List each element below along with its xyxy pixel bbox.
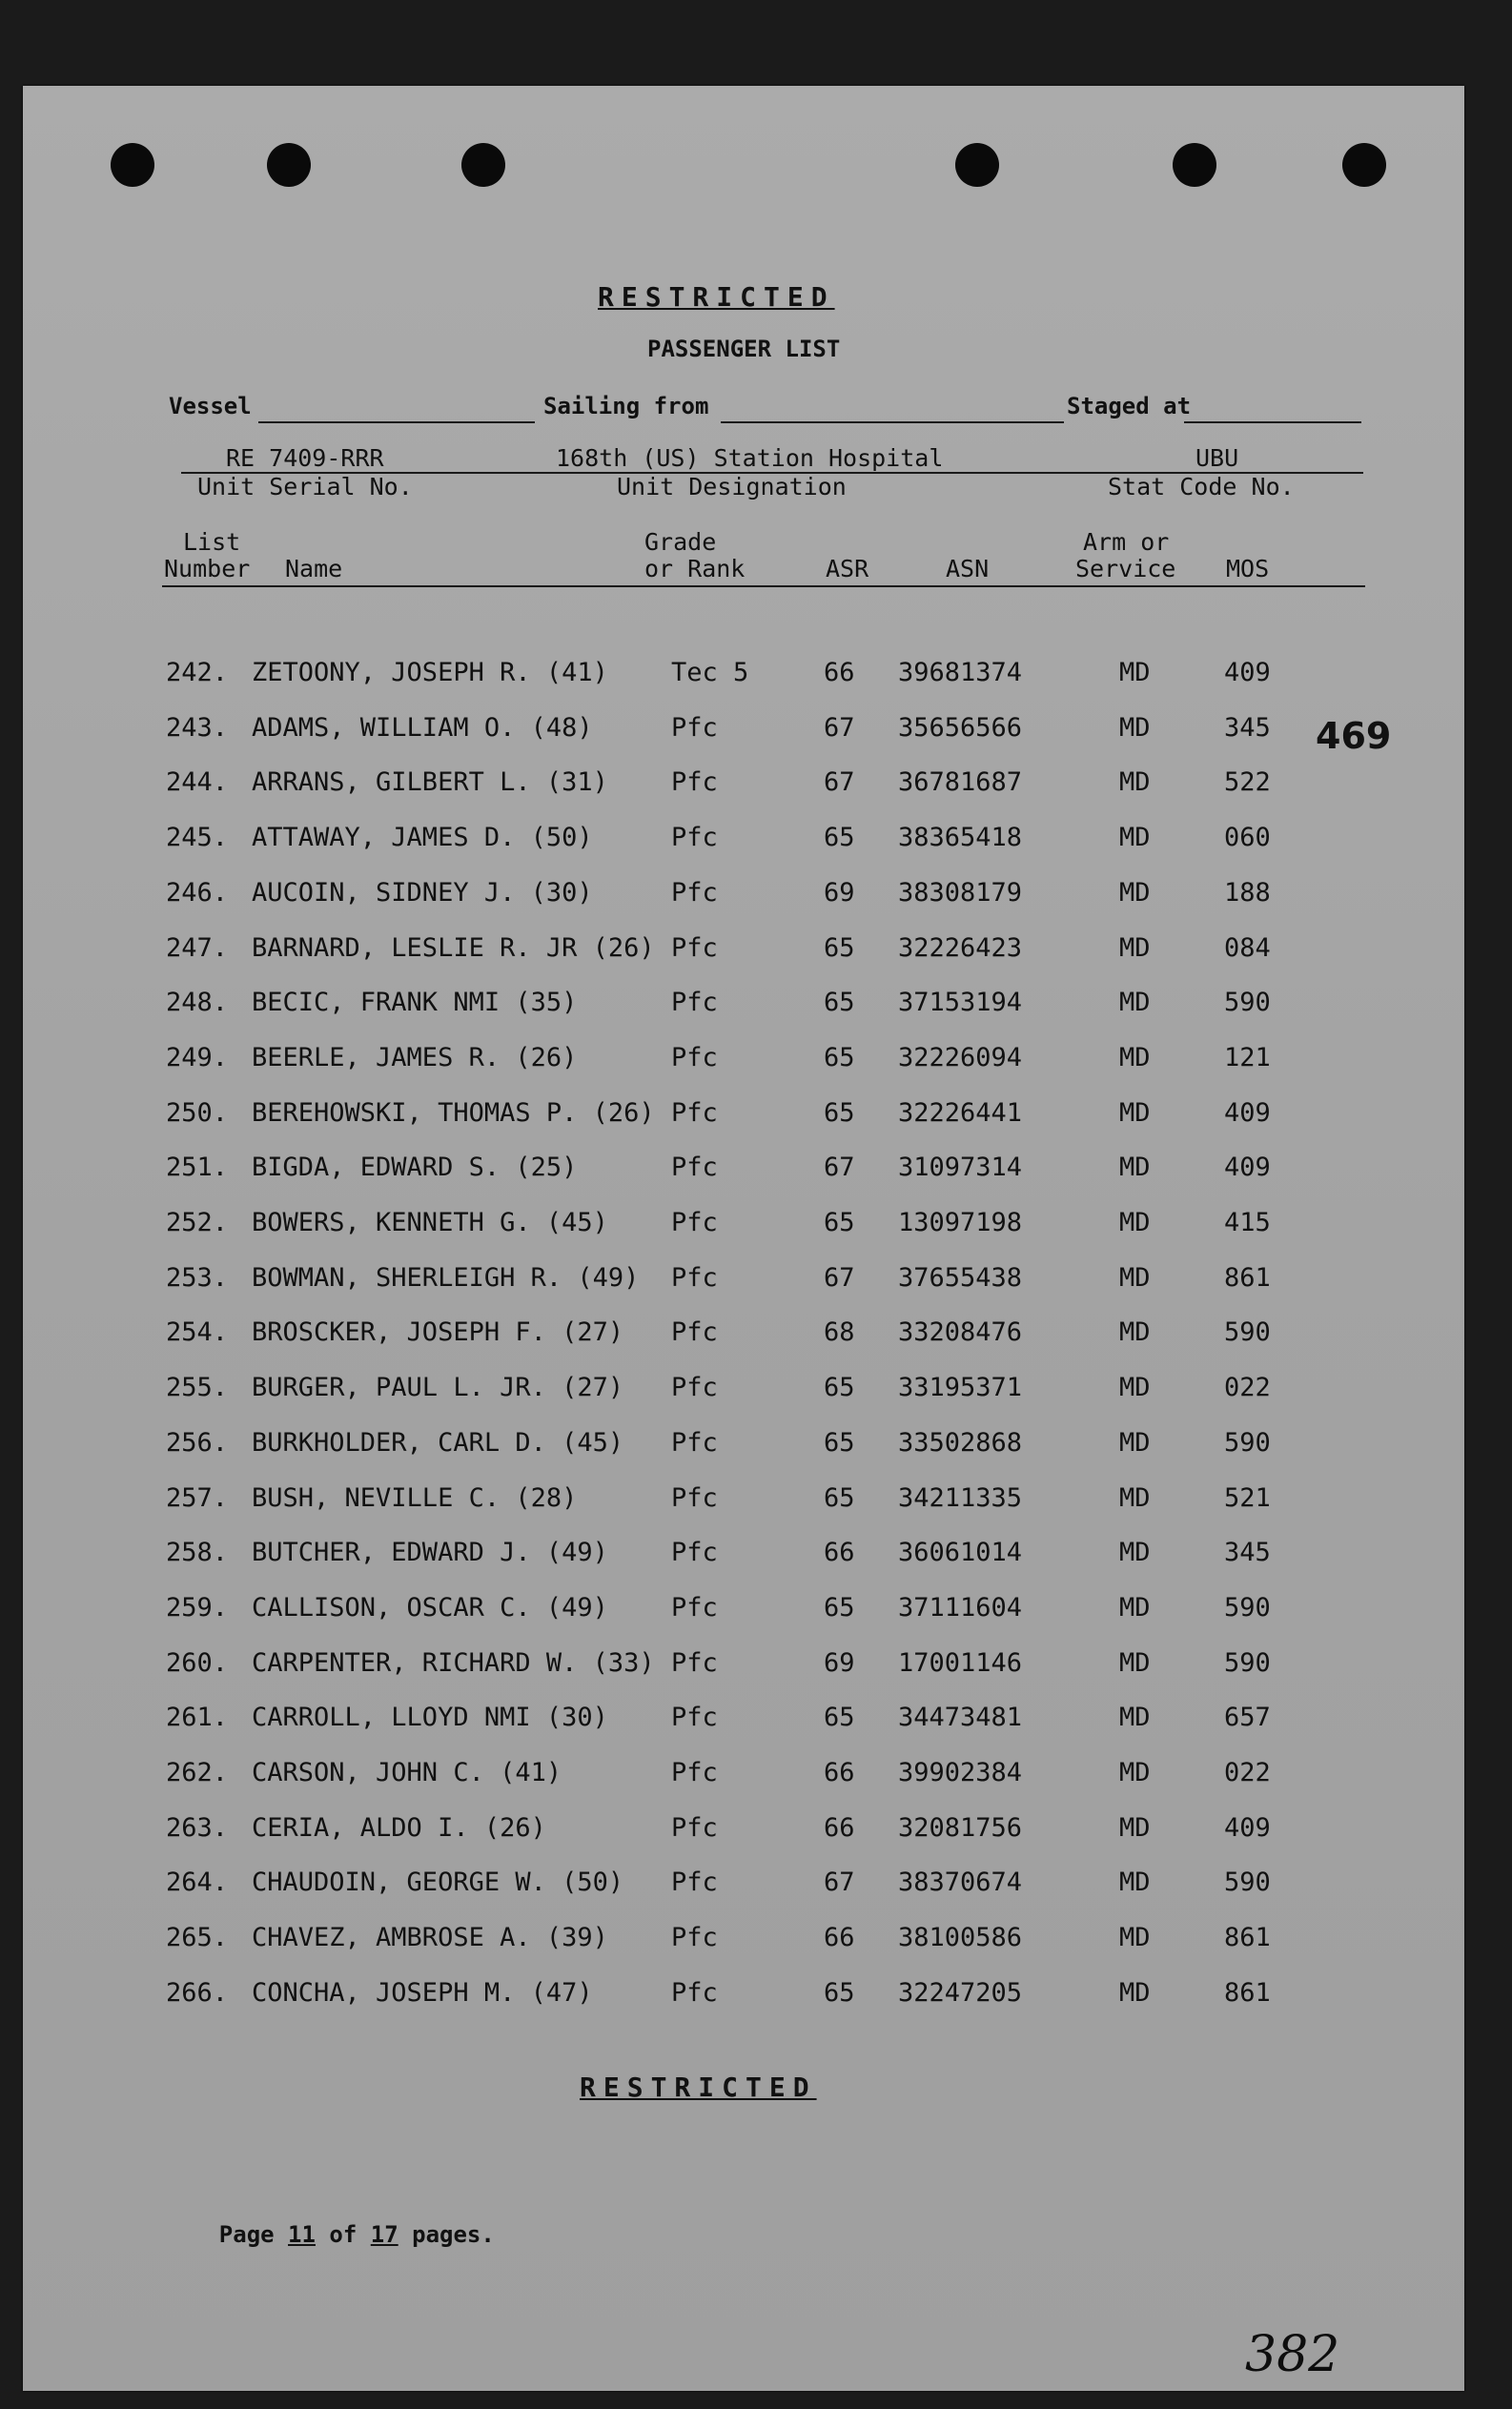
mos: 409 bbox=[1224, 658, 1271, 687]
grade: Pfc bbox=[671, 1923, 718, 1953]
passenger-name: BUSH, NEVILLE C. (28) bbox=[252, 1482, 578, 1513]
unit-designation-value: 168th (US) Station Hospital bbox=[556, 444, 944, 472]
handwritten-number: 382 bbox=[1245, 2326, 1340, 2383]
grade: Pfc bbox=[671, 1977, 718, 2008]
list-number: 244. bbox=[166, 767, 229, 798]
mos: 345 bbox=[1224, 712, 1271, 743]
asr: 65 bbox=[824, 1482, 855, 1513]
asr: 65 bbox=[824, 823, 855, 853]
grade: Pfc bbox=[671, 767, 718, 798]
mos: 022 bbox=[1224, 1758, 1271, 1787]
table-row bbox=[23, 1593, 1464, 1648]
table-row bbox=[23, 1813, 1464, 1868]
passenger-list-title: PASSENGER LIST bbox=[647, 336, 841, 362]
grade: Pfc bbox=[671, 1262, 718, 1293]
asr: 65 bbox=[824, 1208, 855, 1237]
mos: 121 bbox=[1224, 1042, 1271, 1072]
asn: 13097198 bbox=[898, 1208, 1023, 1237]
col-arm-1: Arm or bbox=[1083, 528, 1170, 556]
list-number: 261. bbox=[166, 1703, 229, 1733]
asn: 32247205 bbox=[898, 1977, 1023, 2008]
grade: Pfc bbox=[671, 1812, 718, 1843]
page-indicator bbox=[164, 2195, 495, 2275]
asn: 32226423 bbox=[898, 932, 1023, 963]
restricted-header: RESTRICTED bbox=[598, 281, 835, 313]
grade: Pfc bbox=[671, 988, 718, 1018]
asn: 33195371 bbox=[898, 1373, 1023, 1403]
stat-code-label: Stat Code No. bbox=[1108, 473, 1295, 500]
list-number: 260. bbox=[166, 1647, 229, 1678]
grade: Pfc bbox=[671, 712, 718, 743]
list-number: 247. bbox=[166, 932, 229, 963]
staged-label: Staged at bbox=[1067, 393, 1192, 419]
grade: Pfc bbox=[671, 1647, 718, 1678]
passenger-name: ATTAWAY, JAMES D. (50) bbox=[252, 823, 593, 853]
page-label-suffix: pages. bbox=[412, 2221, 495, 2248]
col-asr: ASR bbox=[826, 555, 869, 582]
asn: 35656566 bbox=[898, 712, 1023, 743]
arm-service: MD bbox=[1119, 1317, 1151, 1348]
asr: 67 bbox=[824, 767, 855, 798]
header-rule bbox=[162, 585, 1365, 587]
passenger-name: ADAMS, WILLIAM O. (48) bbox=[252, 712, 593, 743]
unit-serial-value: RE 7409-RRR bbox=[226, 444, 384, 472]
punch-hole bbox=[1173, 143, 1216, 187]
asr: 65 bbox=[824, 1427, 855, 1458]
asr: 67 bbox=[824, 1153, 855, 1183]
table-row bbox=[23, 878, 1464, 933]
stat-code-value: UBU bbox=[1195, 444, 1239, 472]
mos: 657 bbox=[1224, 1703, 1271, 1733]
asn: 38370674 bbox=[898, 1868, 1023, 1898]
document-page bbox=[23, 86, 1464, 2391]
asn: 36061014 bbox=[898, 1538, 1023, 1568]
list-number: 252. bbox=[166, 1208, 229, 1237]
vessel-blank bbox=[258, 421, 535, 423]
mos: 022 bbox=[1224, 1373, 1271, 1403]
asr: 65 bbox=[824, 988, 855, 1018]
list-number: 248. bbox=[166, 988, 229, 1018]
passenger-name: CARSON, JOHN C. (41) bbox=[252, 1758, 562, 1787]
mos: 415 bbox=[1224, 1208, 1271, 1237]
page-label-prefix: Page bbox=[218, 2221, 275, 2248]
list-number: 258. bbox=[166, 1538, 229, 1568]
mos: 590 bbox=[1224, 1317, 1271, 1348]
passenger-name: CARPENTER, RICHARD W. (33) bbox=[252, 1647, 655, 1678]
grade: Tec 5 bbox=[671, 658, 749, 687]
margin-page-number: 469 bbox=[1316, 715, 1392, 757]
passenger-name: BEERLE, JAMES R. (26) bbox=[252, 1042, 578, 1072]
passenger-name: BURGER, PAUL L. JR. (27) bbox=[252, 1373, 624, 1403]
list-number: 249. bbox=[166, 1042, 229, 1072]
grade: Pfc bbox=[671, 1538, 718, 1568]
arm-service: MD bbox=[1119, 1097, 1151, 1128]
passenger-name: CALLISON, OSCAR C. (49) bbox=[252, 1592, 608, 1623]
table-row bbox=[23, 767, 1464, 823]
mos: 590 bbox=[1224, 1592, 1271, 1623]
restricted-footer: RESTRICTED bbox=[580, 2072, 817, 2103]
punch-hole bbox=[461, 143, 505, 187]
staged-blank bbox=[1184, 421, 1361, 423]
mos: 060 bbox=[1224, 823, 1271, 853]
list-number: 263. bbox=[166, 1812, 229, 1843]
col-list-number-2: Number bbox=[164, 555, 251, 582]
passenger-name: AUCOIN, SIDNEY J. (30) bbox=[252, 877, 593, 908]
asn: 38308179 bbox=[898, 877, 1023, 908]
asn: 34473481 bbox=[898, 1703, 1023, 1733]
mos: 590 bbox=[1224, 1868, 1271, 1898]
mos: 345 bbox=[1224, 1538, 1271, 1568]
page-total: 17 bbox=[370, 2221, 398, 2248]
table-row bbox=[23, 1923, 1464, 1978]
arm-service: MD bbox=[1119, 1977, 1151, 2008]
table-row bbox=[23, 1703, 1464, 1758]
passenger-name: BURKHOLDER, CARL D. (45) bbox=[252, 1427, 624, 1458]
mos: 590 bbox=[1224, 988, 1271, 1018]
asn: 32226441 bbox=[898, 1097, 1023, 1128]
asr: 65 bbox=[824, 1703, 855, 1733]
col-grade-2: or Rank bbox=[644, 555, 746, 582]
asr: 66 bbox=[824, 1812, 855, 1843]
unit-designation-label: Unit Designation bbox=[617, 473, 847, 500]
sailing-label: Sailing from bbox=[543, 393, 709, 419]
passenger-name: BOWERS, KENNETH G. (45) bbox=[252, 1208, 608, 1237]
grade: Pfc bbox=[671, 1373, 718, 1403]
grade: Pfc bbox=[671, 1758, 718, 1787]
asn: 34211335 bbox=[898, 1482, 1023, 1513]
arm-service: MD bbox=[1119, 1647, 1151, 1678]
table-row bbox=[23, 713, 1464, 768]
arm-service: MD bbox=[1119, 823, 1151, 853]
list-number: 266. bbox=[166, 1977, 229, 2008]
arm-service: MD bbox=[1119, 1262, 1151, 1293]
mos: 861 bbox=[1224, 1977, 1271, 2008]
list-number: 246. bbox=[166, 877, 229, 908]
mos: 521 bbox=[1224, 1482, 1271, 1513]
arm-service: MD bbox=[1119, 1758, 1151, 1787]
table-row bbox=[23, 823, 1464, 878]
list-number: 257. bbox=[166, 1482, 229, 1513]
mos: 590 bbox=[1224, 1647, 1271, 1678]
grade: Pfc bbox=[671, 1427, 718, 1458]
asn: 38365418 bbox=[898, 823, 1023, 853]
grade: Pfc bbox=[671, 1703, 718, 1733]
col-grade-1: Grade bbox=[644, 528, 717, 556]
grade: Pfc bbox=[671, 1317, 718, 1348]
mos: 409 bbox=[1224, 1097, 1271, 1128]
passenger-name: BOWMAN, SHERLEIGH R. (49) bbox=[252, 1262, 640, 1293]
grade: Pfc bbox=[671, 1153, 718, 1183]
mos: 409 bbox=[1224, 1153, 1271, 1183]
passenger-name: CARROLL, LLOYD NMI (30) bbox=[252, 1703, 608, 1733]
mos: 522 bbox=[1224, 767, 1271, 798]
arm-service: MD bbox=[1119, 1868, 1151, 1898]
grade: Pfc bbox=[671, 932, 718, 963]
grade: Pfc bbox=[671, 823, 718, 853]
mos: 590 bbox=[1224, 1427, 1271, 1458]
asn: 31097314 bbox=[898, 1153, 1023, 1183]
passenger-name: ZETOONY, JOSEPH R. (41) bbox=[252, 658, 608, 687]
asr: 66 bbox=[824, 658, 855, 687]
grade: Pfc bbox=[671, 1208, 718, 1237]
arm-service: MD bbox=[1119, 988, 1151, 1018]
punch-hole bbox=[955, 143, 999, 187]
table-row bbox=[23, 988, 1464, 1043]
table-row bbox=[23, 1538, 1464, 1593]
asn: 39902384 bbox=[898, 1758, 1023, 1787]
asn: 37153194 bbox=[898, 988, 1023, 1018]
asn: 32081756 bbox=[898, 1812, 1023, 1843]
arm-service: MD bbox=[1119, 1427, 1151, 1458]
arm-service: MD bbox=[1119, 1042, 1151, 1072]
mos: 409 bbox=[1224, 1812, 1271, 1843]
list-number: 243. bbox=[166, 712, 229, 743]
arm-service: MD bbox=[1119, 1208, 1151, 1237]
passenger-name: BIGDA, EDWARD S. (25) bbox=[252, 1153, 578, 1183]
asn: 37111604 bbox=[898, 1592, 1023, 1623]
asn: 33502868 bbox=[898, 1427, 1023, 1458]
asr: 65 bbox=[824, 1097, 855, 1128]
list-number: 264. bbox=[166, 1868, 229, 1898]
asr: 65 bbox=[824, 1042, 855, 1072]
asr: 68 bbox=[824, 1317, 855, 1348]
punch-hole bbox=[1342, 143, 1386, 187]
grade: Pfc bbox=[671, 877, 718, 908]
col-asn: ASN bbox=[946, 555, 990, 582]
passenger-name: BECIC, FRANK NMI (35) bbox=[252, 988, 578, 1018]
col-mos: MOS bbox=[1226, 555, 1270, 582]
list-number: 242. bbox=[166, 658, 229, 687]
mos: 861 bbox=[1224, 1923, 1271, 1953]
arm-service: MD bbox=[1119, 1703, 1151, 1733]
asn: 38100586 bbox=[898, 1923, 1023, 1953]
passenger-name: CHAUDOIN, GEORGE W. (50) bbox=[252, 1868, 624, 1898]
table-row bbox=[23, 658, 1464, 713]
list-number: 250. bbox=[166, 1097, 229, 1128]
arm-service: MD bbox=[1119, 932, 1151, 963]
col-name: Name bbox=[285, 555, 343, 582]
passenger-name: BARNARD, LESLIE R. JR (26) bbox=[252, 932, 655, 963]
asn: 39681374 bbox=[898, 658, 1023, 687]
asr: 65 bbox=[824, 1592, 855, 1623]
table-row bbox=[23, 933, 1464, 989]
asr: 65 bbox=[824, 1977, 855, 2008]
arm-service: MD bbox=[1119, 1538, 1151, 1568]
arm-service: MD bbox=[1119, 767, 1151, 798]
table-row bbox=[23, 1373, 1464, 1428]
asn: 32226094 bbox=[898, 1042, 1023, 1072]
sailing-blank bbox=[721, 421, 1064, 423]
table-row bbox=[23, 1428, 1464, 1483]
passenger-name: ARRANS, GILBERT L. (31) bbox=[252, 767, 608, 798]
table-row bbox=[23, 1868, 1464, 1923]
asn: 37655438 bbox=[898, 1262, 1023, 1293]
col-list-number-1: List bbox=[183, 528, 241, 556]
grade: Pfc bbox=[671, 1592, 718, 1623]
arm-service: MD bbox=[1119, 1592, 1151, 1623]
passenger-name: CONCHA, JOSEPH M. (47) bbox=[252, 1977, 593, 2008]
list-number: 245. bbox=[166, 823, 229, 853]
mos: 084 bbox=[1224, 932, 1271, 963]
arm-service: MD bbox=[1119, 1923, 1151, 1953]
grade: Pfc bbox=[671, 1482, 718, 1513]
table-row bbox=[23, 1648, 1464, 1704]
table-row bbox=[23, 1098, 1464, 1153]
arm-service: MD bbox=[1119, 658, 1151, 687]
arm-service: MD bbox=[1119, 877, 1151, 908]
asr: 67 bbox=[824, 1868, 855, 1898]
arm-service: MD bbox=[1119, 1482, 1151, 1513]
list-number: 256. bbox=[166, 1427, 229, 1458]
table-row bbox=[23, 1978, 1464, 2033]
list-number: 265. bbox=[166, 1923, 229, 1953]
grade: Pfc bbox=[671, 1097, 718, 1128]
punch-hole bbox=[267, 143, 311, 187]
punch-hole bbox=[111, 143, 154, 187]
asr: 66 bbox=[824, 1758, 855, 1787]
asn: 17001146 bbox=[898, 1647, 1023, 1678]
asr: 65 bbox=[824, 932, 855, 963]
asn: 36781687 bbox=[898, 767, 1023, 798]
list-number: 254. bbox=[166, 1317, 229, 1348]
unit-serial-label: Unit Serial No. bbox=[197, 473, 413, 500]
list-number: 255. bbox=[166, 1373, 229, 1403]
arm-service: MD bbox=[1119, 1812, 1151, 1843]
table-row bbox=[23, 1208, 1464, 1263]
grade: Pfc bbox=[671, 1868, 718, 1898]
asr: 66 bbox=[824, 1923, 855, 1953]
table-row bbox=[23, 1758, 1464, 1813]
passenger-name: BUTCHER, EDWARD J. (49) bbox=[252, 1538, 608, 1568]
asr: 67 bbox=[824, 1262, 855, 1293]
asr: 69 bbox=[824, 1647, 855, 1678]
page-current: 11 bbox=[288, 2221, 316, 2248]
asn: 33208476 bbox=[898, 1317, 1023, 1348]
arm-service: MD bbox=[1119, 1153, 1151, 1183]
mos: 861 bbox=[1224, 1262, 1271, 1293]
list-number: 251. bbox=[166, 1153, 229, 1183]
passenger-name: BEREHOWSKI, THOMAS P. (26) bbox=[252, 1097, 655, 1128]
passenger-name: CHAVEZ, AMBROSE A. (39) bbox=[252, 1923, 608, 1953]
grade: Pfc bbox=[671, 1042, 718, 1072]
asr: 67 bbox=[824, 712, 855, 743]
mos: 188 bbox=[1224, 877, 1271, 908]
arm-service: MD bbox=[1119, 712, 1151, 743]
asr: 66 bbox=[824, 1538, 855, 1568]
arm-service: MD bbox=[1119, 1373, 1151, 1403]
table-row bbox=[23, 1153, 1464, 1208]
vessel-label: Vessel bbox=[169, 393, 252, 419]
col-arm-2: Service bbox=[1075, 555, 1176, 582]
list-number: 253. bbox=[166, 1262, 229, 1293]
list-number: 262. bbox=[166, 1758, 229, 1787]
passenger-name: BROSCKER, JOSEPH F. (27) bbox=[252, 1317, 624, 1348]
table-row bbox=[23, 1483, 1464, 1539]
table-row bbox=[23, 1263, 1464, 1318]
passenger-name: CERIA, ALDO I. (26) bbox=[252, 1812, 546, 1843]
table-row bbox=[23, 1317, 1464, 1373]
asr: 69 bbox=[824, 877, 855, 908]
table-row bbox=[23, 1043, 1464, 1098]
page-label-mid: of bbox=[329, 2221, 358, 2248]
asr: 65 bbox=[824, 1373, 855, 1403]
list-number: 259. bbox=[166, 1592, 229, 1623]
